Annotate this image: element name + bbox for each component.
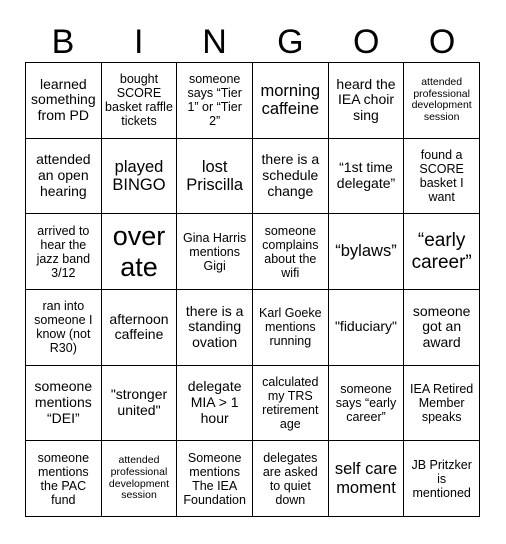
bingo-cell[interactable]: Someone mentions The IEA Foundation <box>177 441 253 517</box>
bingo-cell[interactable]: attended professional development session <box>404 63 480 139</box>
bingo-cell[interactable]: self care moment <box>329 441 405 517</box>
bingo-cell[interactable]: there is a schedule change <box>253 139 329 215</box>
bingo-cell[interactable]: over ate <box>102 214 178 290</box>
bingo-cell[interactable]: bought SCORE basket raffle tickets <box>102 63 178 139</box>
bingo-cell[interactable]: calculated my TRS retirement age <box>253 366 329 442</box>
bingo-cell[interactable]: lost Priscilla <box>177 139 253 215</box>
bingo-cell[interactable]: someone complains about the wifi <box>253 214 329 290</box>
bingo-cell[interactable]: "fiduciary" <box>329 290 405 366</box>
bingo-cell[interactable]: found a SCORE basket I want <box>404 139 480 215</box>
header-letter-o-2: O <box>428 23 456 61</box>
bingo-cell[interactable]: afternoon caffeine <box>102 290 178 366</box>
bingo-cell[interactable]: IEA Retired Member speaks <box>404 366 480 442</box>
bingo-cell[interactable]: attended an open hearing <box>26 139 102 215</box>
bingo-cell[interactable]: “bylaws” <box>329 214 405 290</box>
header-letter-g: G <box>277 23 304 61</box>
bingo-cell[interactable]: “1st time delegate” <box>329 139 405 215</box>
bingo-cell[interactable]: heard the IEA choir sing <box>329 63 405 139</box>
bingo-cell[interactable]: Gina Harris mentions Gigi <box>177 214 253 290</box>
bingo-cell[interactable]: arrived to hear the jazz band 3/12 <box>26 214 102 290</box>
bingo-cell[interactable]: someone got an award <box>404 290 480 366</box>
bingo-cell[interactable]: attended professional development session <box>102 441 178 517</box>
bingo-cell[interactable]: "stronger united" <box>102 366 178 442</box>
header-letter-n: N <box>202 23 227 61</box>
bingo-cell[interactable]: played BINGO <box>102 139 178 215</box>
bingo-cell[interactable]: someone mentions the PAC fund <box>26 441 102 517</box>
bingo-cell[interactable]: JB Pritzker is mentioned <box>404 441 480 517</box>
bingo-cell[interactable]: morning caffeine <box>253 63 329 139</box>
header-letter-b: B <box>51 23 75 61</box>
bingo-cell[interactable]: someone says “Tier 1” or “Tier 2” <box>177 63 253 139</box>
bingo-cell[interactable]: “early career” <box>404 214 480 290</box>
bingo-cell[interactable]: someone says “early career” <box>329 366 405 442</box>
bingo-cell[interactable]: ran into someone I know (not R30) <box>26 290 102 366</box>
bingo-cell[interactable]: there is a standing ovation <box>177 290 253 366</box>
bingo-cell[interactable]: delegates are asked to quiet down <box>253 441 329 517</box>
header-letter-o: O <box>353 23 380 61</box>
bingo-cell[interactable]: someone mentions “DEI” <box>26 366 102 442</box>
bingo-cell[interactable]: delegate MIA > 1 hour <box>177 366 253 442</box>
header-letter-i: I <box>134 23 144 61</box>
bingo-cell[interactable]: Karl Goeke mentions running <box>253 290 329 366</box>
bingo-grid <box>25 62 480 517</box>
bingo-header <box>25 22 480 62</box>
bingo-cell[interactable]: learned something from PD <box>26 63 102 139</box>
